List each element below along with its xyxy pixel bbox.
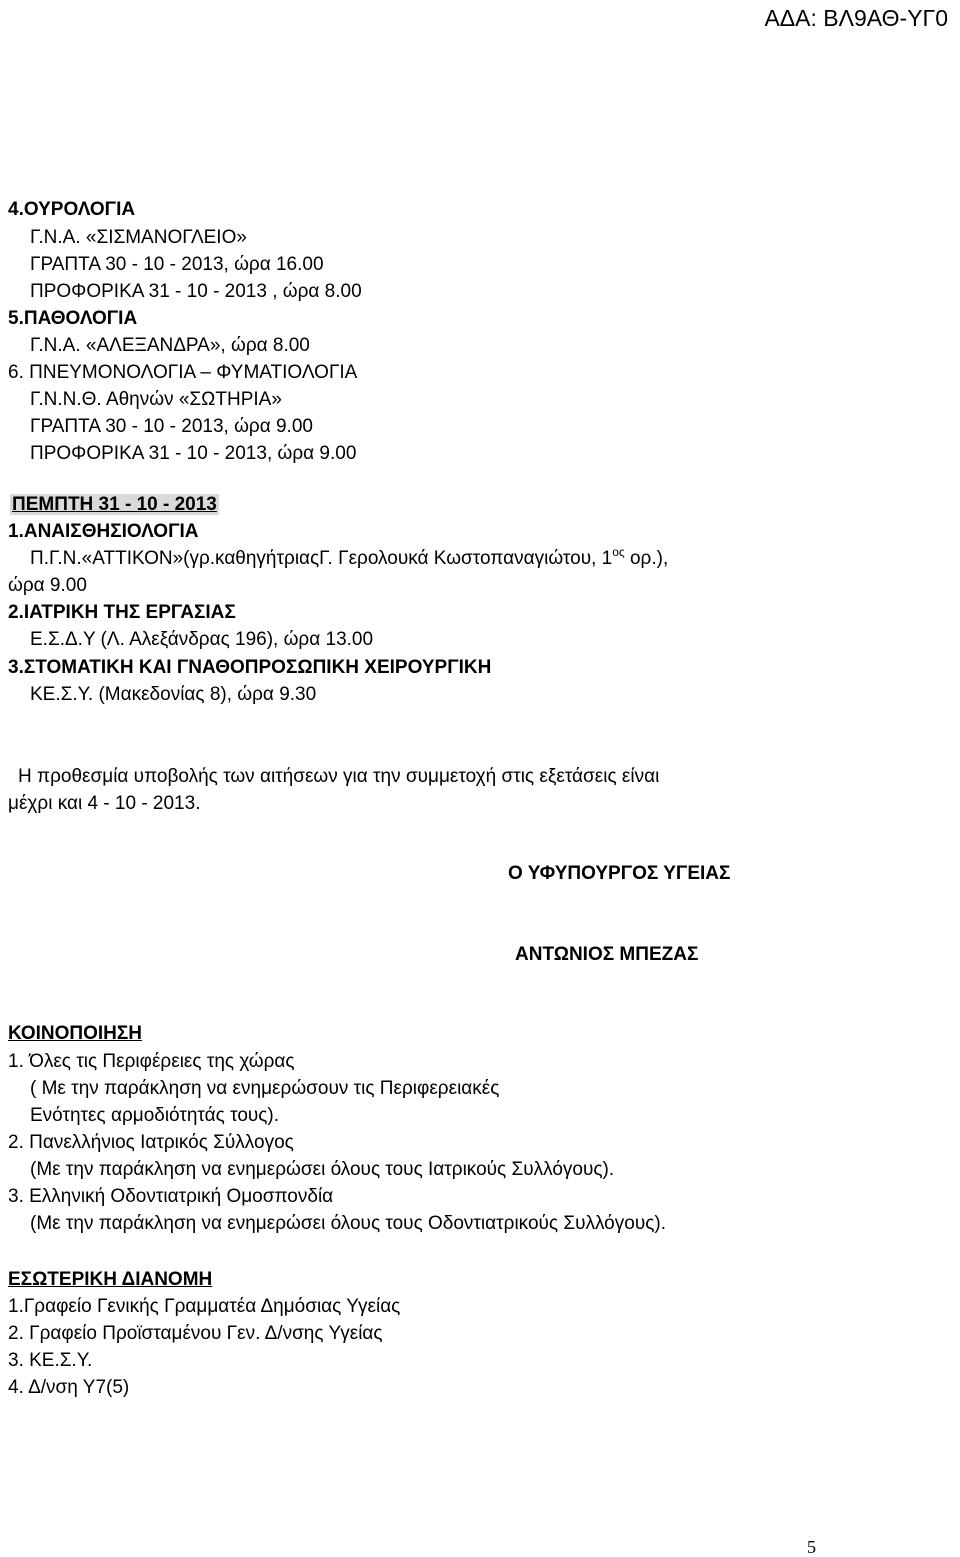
signature-name: ΑΝΤΩΝΙΟΣ ΜΠΕΖΑΣ <box>515 944 699 965</box>
deadline-line2: μέχρι και 4 - 10 - 2013. <box>8 793 201 814</box>
notification-item: 2. Πανελλήνιος Ιατρικός Σύλλογος <box>8 1132 294 1153</box>
internal-item: 4. Δ/νση Υ7(5) <box>8 1377 130 1398</box>
signature-role: Ο ΥΦΥΠΟΥΡΓΟΣ ΥΓΕΙΑΣ <box>508 863 731 884</box>
notification-item: Ενότητες αρμοδιότητάς τους). <box>30 1105 280 1126</box>
notification-item: ( Με την παράκληση να ενημερώσουν τις Περιφερειακές <box>30 1078 500 1099</box>
pneumonology-hospital: Γ.Ν.Ν.Θ. Αθηνών «ΣΩΤΗΡΙΑ» <box>30 389 282 410</box>
page-number: 5 <box>807 1537 816 1557</box>
urology-hospital: Γ.Ν.Α. «ΣΙΣΜΑΝΟΓΛΕΙΟ» <box>30 227 247 248</box>
urology-oral: ΠΡΟΦΟΡΙΚΑ 31 - 10 - 2013 , ώρα 8.00 <box>30 281 362 302</box>
notification-item: (Με την παράκληση να ενημερώσει όλους τους Ιατρικούς Συλλόγους). <box>30 1159 615 1180</box>
urology-written: ΓΡΑΠΤΑ 30 - 10 - 2013, ώρα 16.00 <box>30 254 324 275</box>
internal-heading: ΕΣΩΤΕΡΙΚΗ ΔΙΑΝΟΜΗ <box>8 1269 213 1290</box>
thursday-date: ΠΕΜΠΤΗ 31 - 10 - 2013 <box>12 494 217 515</box>
pneumonology-oral: ΠΡΟΦΟΡΙΚΑ 31 - 10 - 2013, ώρα 9.00 <box>30 443 357 464</box>
oral-surgery-title: 3.ΣΤΟΜΑΤΙΚΗ ΚΑΙ ΓΝΑΘΟΠΡΟΣΩΠΙΚΗ ΧΕΙΡΟΥΡΓΙΚΗ <box>8 657 492 678</box>
internal-item: 3. ΚΕ.Σ.Υ. <box>8 1350 93 1371</box>
notification-item: 1. Όλες τις Περιφέρειες της χώρας <box>8 1051 295 1072</box>
anesthesiology-title: 1.ΑΝΑΙΣΘΗΣΙΟΛΟΓΙΑ <box>8 521 199 542</box>
pneumonology-written: ΓΡΑΠΤΑ 30 - 10 - 2013, ώρα 9.00 <box>30 416 313 437</box>
pathology-hospital: Γ.Ν.Α. «ΑΛΕΞΑΝΔΡΑ», ώρα 8.00 <box>30 335 310 356</box>
internal-item: 1.Γραφείο Γενικής Γραμματέα Δημόσιας Υγείας <box>8 1296 401 1317</box>
anesthesiology-time: ώρα 9.00 <box>8 575 87 596</box>
deadline-line1: Η προθεσμία υποβολής των αιτήσεων για την συμμετοχή στις εξετάσεις είναι <box>18 766 660 787</box>
occupational-place: Ε.Σ.Δ.Υ (Λ. Αλεξάνδρας 196), ώρα 13.00 <box>30 629 374 650</box>
pathology-title: 5.ΠΑΘΟΛΟΓΙΑ <box>8 308 138 329</box>
urology-title: 4.ΟΥΡΟΛΟΓΙΑ <box>8 199 136 220</box>
occupational-title: 2.ΙΑΤΡΙΚΗ ΤΗΣ ΕΡΓΑΣΙΑΣ <box>8 602 236 623</box>
pneumonology-title: 6. ΠΝΕΥΜΟΝΟΛΟΓΙΑ – ΦΥΜΑΤΙΟΛΟΓΙΑ <box>8 362 358 383</box>
notification-item: (Με την παράκληση να ενημερώσει όλους τους Οδοντιατρικούς Συλλόγους). <box>30 1213 666 1234</box>
anesthesiology-hospital: Π.Γ.Ν.«ΑΤΤΙΚΟΝ»(γρ.καθηγήτριαςΓ. Γερολουκά Κωστοπαναγιώτου, $1^{o\varsigma}$ ορ.), <box>30 545 669 569</box>
oral-surgery-place: ΚΕ.Σ.Υ. (Μακεδονίας 8), ώρα 9.30 <box>30 684 317 705</box>
notification-heading: ΚΟΙΝΟΠΟΙΗΣΗ <box>8 1023 143 1044</box>
ada-code: ΑΔΑ: ΒΛ9ΑΘ-ΥΓ0 <box>764 5 948 31</box>
notification-item: 3. Ελληνική Οδοντιατρική Ομοσπονδία <box>8 1186 334 1207</box>
internal-item: 2. Γραφείο Προϊσταμένου Γεν. Δ/νσης Υγείας <box>8 1323 383 1344</box>
